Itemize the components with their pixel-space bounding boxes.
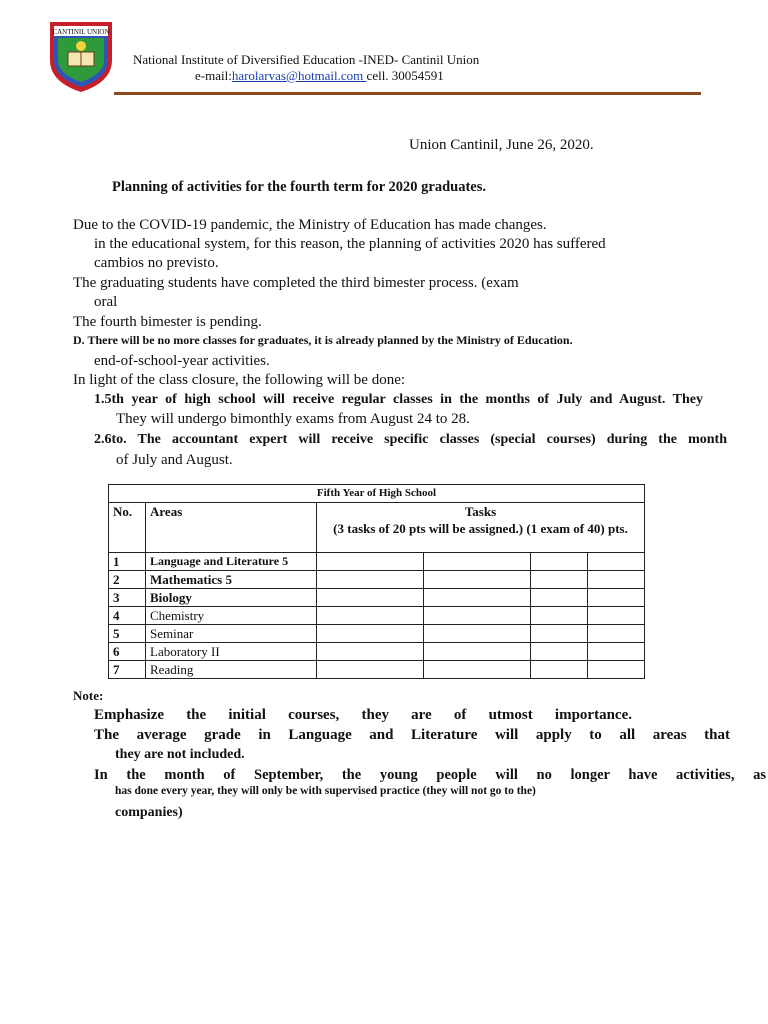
contact-line bbox=[195, 68, 444, 84]
row-no: 7 bbox=[109, 661, 146, 679]
task-cell bbox=[588, 553, 645, 571]
task-cell bbox=[317, 589, 424, 607]
row-area: Mathematics 5 bbox=[146, 571, 317, 589]
areas-table bbox=[108, 484, 645, 679]
task-cell bbox=[317, 643, 424, 661]
note-3: In the month of September, the young people will no longer have activities, as bbox=[94, 767, 766, 783]
para-line-2: in the educational system, for this reason, the planning of activities 2020 has suffered bbox=[94, 236, 606, 252]
row-area: Language and Literature 5 bbox=[146, 553, 317, 571]
list-item-2-cont: of July and August. bbox=[116, 452, 233, 468]
row-no: 6 bbox=[109, 643, 146, 661]
task-cell bbox=[588, 571, 645, 589]
task-cell bbox=[588, 661, 645, 679]
row-no: 2 bbox=[109, 571, 146, 589]
task-cell bbox=[531, 661, 588, 679]
row-area: Reading bbox=[146, 661, 317, 679]
para-line-3: cambios no previsto. bbox=[94, 255, 219, 271]
table-header-row bbox=[109, 503, 645, 553]
row-no: 3 bbox=[109, 589, 146, 607]
school-logo bbox=[46, 16, 116, 94]
row-no: 5 bbox=[109, 625, 146, 643]
note-1: Emphasize the initial courses, they are of utmost importance. bbox=[94, 707, 632, 723]
task-cell bbox=[531, 625, 588, 643]
table-row bbox=[109, 625, 645, 643]
task-cell bbox=[317, 661, 424, 679]
table-caption: Fifth Year of High School bbox=[109, 485, 645, 503]
task-cell bbox=[424, 625, 531, 643]
row-area: Laboratory II bbox=[146, 643, 317, 661]
task-cell bbox=[588, 625, 645, 643]
task-cell bbox=[531, 643, 588, 661]
task-cell bbox=[531, 571, 588, 589]
note-2: The average grade in Language and Literature will apply to all areas that bbox=[94, 727, 730, 743]
date-line: Union Cantinil, June 26, 2020. bbox=[409, 137, 594, 153]
table-row bbox=[109, 571, 645, 589]
task-cell bbox=[588, 607, 645, 625]
header-areas: Areas bbox=[146, 503, 317, 553]
header-tasks bbox=[317, 503, 645, 553]
cell-number: cell. 30054591 bbox=[366, 68, 444, 83]
note-label: Note: bbox=[73, 688, 104, 703]
task-cell bbox=[424, 607, 531, 625]
task-cell bbox=[317, 571, 424, 589]
task-cell bbox=[424, 643, 531, 661]
email-link[interactable]: harolarvas@hotmail.com bbox=[231, 68, 367, 83]
table-row bbox=[109, 661, 645, 679]
task-cell bbox=[317, 553, 424, 571]
list-item-1-cont: They will undergo bimonthly exams from August 24 to 28. bbox=[116, 411, 470, 427]
note-3-end: companies) bbox=[115, 805, 183, 820]
list-item-1: 1.5th year of high school will receive regular classes in the months of July and August. They bbox=[94, 392, 703, 407]
task-cell bbox=[531, 589, 588, 607]
email-label: e-mail: bbox=[195, 68, 232, 83]
logo-text: CANTINIL UNION bbox=[52, 28, 110, 36]
table-row bbox=[109, 589, 645, 607]
table-caption-row bbox=[109, 485, 645, 503]
row-no: 1 bbox=[109, 553, 146, 571]
tasks-note: (3 tasks of 20 pts will be assigned.) (1 exam of 40) pts. bbox=[333, 521, 628, 536]
task-cell bbox=[424, 589, 531, 607]
header-rule bbox=[114, 92, 701, 95]
header-no: No. bbox=[109, 503, 146, 553]
document-title: Planning of activities for the fourth term for 2020 graduates. bbox=[112, 179, 486, 195]
task-cell bbox=[424, 571, 531, 589]
row-area: Chemistry bbox=[146, 607, 317, 625]
task-cell bbox=[531, 553, 588, 571]
para-line-5: oral bbox=[94, 294, 118, 310]
row-area: Biology bbox=[146, 589, 317, 607]
task-cell bbox=[317, 607, 424, 625]
table-row bbox=[109, 643, 645, 661]
note-2-cont: they are not included. bbox=[115, 747, 245, 762]
task-cell bbox=[424, 661, 531, 679]
table-row bbox=[109, 553, 645, 571]
task-cell bbox=[424, 553, 531, 571]
table-row bbox=[109, 607, 645, 625]
task-cell bbox=[588, 589, 645, 607]
institution-name: National Institute of Diversified Education -INED- Cantinil Union bbox=[133, 52, 480, 67]
list-item-2: 2.6to. The accountant expert will receive specific classes (special courses) during the month bbox=[94, 432, 727, 447]
para-line-7: D. There will be no more classes for graduates, it is already planned by the Ministry of Education. bbox=[73, 333, 573, 347]
row-no: 4 bbox=[109, 607, 146, 625]
para-line-4: The graduating students have completed the third bimester process. (exam bbox=[73, 275, 519, 291]
tasks-label: Tasks bbox=[464, 504, 497, 519]
note-3-cont: has done every year, they will only be with supervised practice (they will not go to the) bbox=[115, 785, 536, 797]
para-line-6: The fourth bimester is pending. bbox=[73, 314, 262, 330]
task-cell bbox=[531, 607, 588, 625]
task-cell bbox=[317, 625, 424, 643]
row-area: Seminar bbox=[146, 625, 317, 643]
para-line-1: Due to the COVID-19 pandemic, the Ministry of Education has made changes. bbox=[73, 217, 547, 233]
para-line-8: end-of-school-year activities. bbox=[94, 353, 270, 369]
para-line-9: In light of the class closure, the following will be done: bbox=[73, 372, 406, 388]
task-cell bbox=[588, 643, 645, 661]
